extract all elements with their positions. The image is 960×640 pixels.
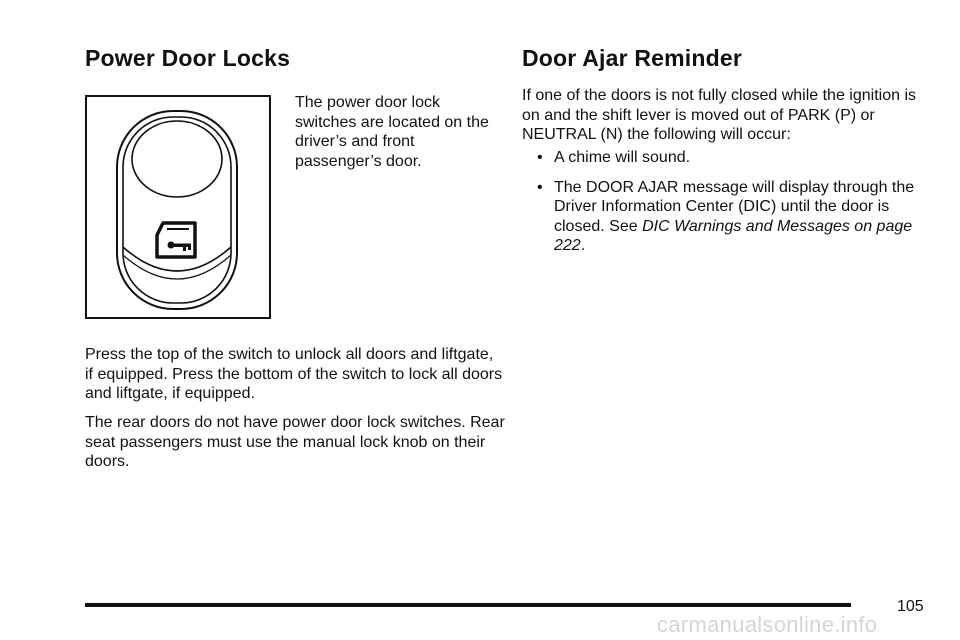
watermark: carmanualsonline.info (657, 612, 878, 637)
door-lock-switch-icon (87, 97, 269, 317)
door-ajar-paragraph: If one of the doors is not fully closed while the ignition is on and the shift lever is moved out of PARK (P) or NEUTRAL (N) the following will occur: (522, 87, 916, 143)
bullet-text: The DOOR AJAR message will display through the Driver Information Center (DIC) until the door is closed. See (554, 178, 915, 235)
cross-reference-link[interactable]: DIC Warnings and Messages on page 222 (554, 217, 913, 254)
door-ajar-bullet-list (537, 148, 917, 266)
page-number: 105 (897, 598, 924, 615)
rear-doors-paragraph: The rear doors do not have power door lock switches. Rear seat passengers must use the manual lock knob on their doors. (85, 414, 505, 470)
section-title-door-ajar-reminder: Door Ajar Reminder (522, 45, 743, 71)
bullet-glyph: • (537, 149, 543, 166)
list-item (537, 178, 917, 256)
intro-paragraph: The power door lock switches are located on the driver’s and front passenger’s door. (295, 94, 489, 170)
bullet-glyph: • (537, 178, 543, 196)
footer-rule (85, 603, 851, 607)
list-item (537, 148, 917, 168)
bullet-suffix: . (580, 237, 586, 254)
door-lock-switch-figure (85, 95, 271, 319)
bullet-text: A chime will sound. (554, 149, 691, 166)
door-key-icon (157, 223, 195, 257)
section-title-power-door-locks: Power Door Locks (85, 45, 291, 71)
switch-usage-paragraph: Press the top of the switch to unlock all doors and liftgate, if equipped. Press the bottom of the switch to lock all doors and liftgate, if equipped. (85, 346, 503, 402)
